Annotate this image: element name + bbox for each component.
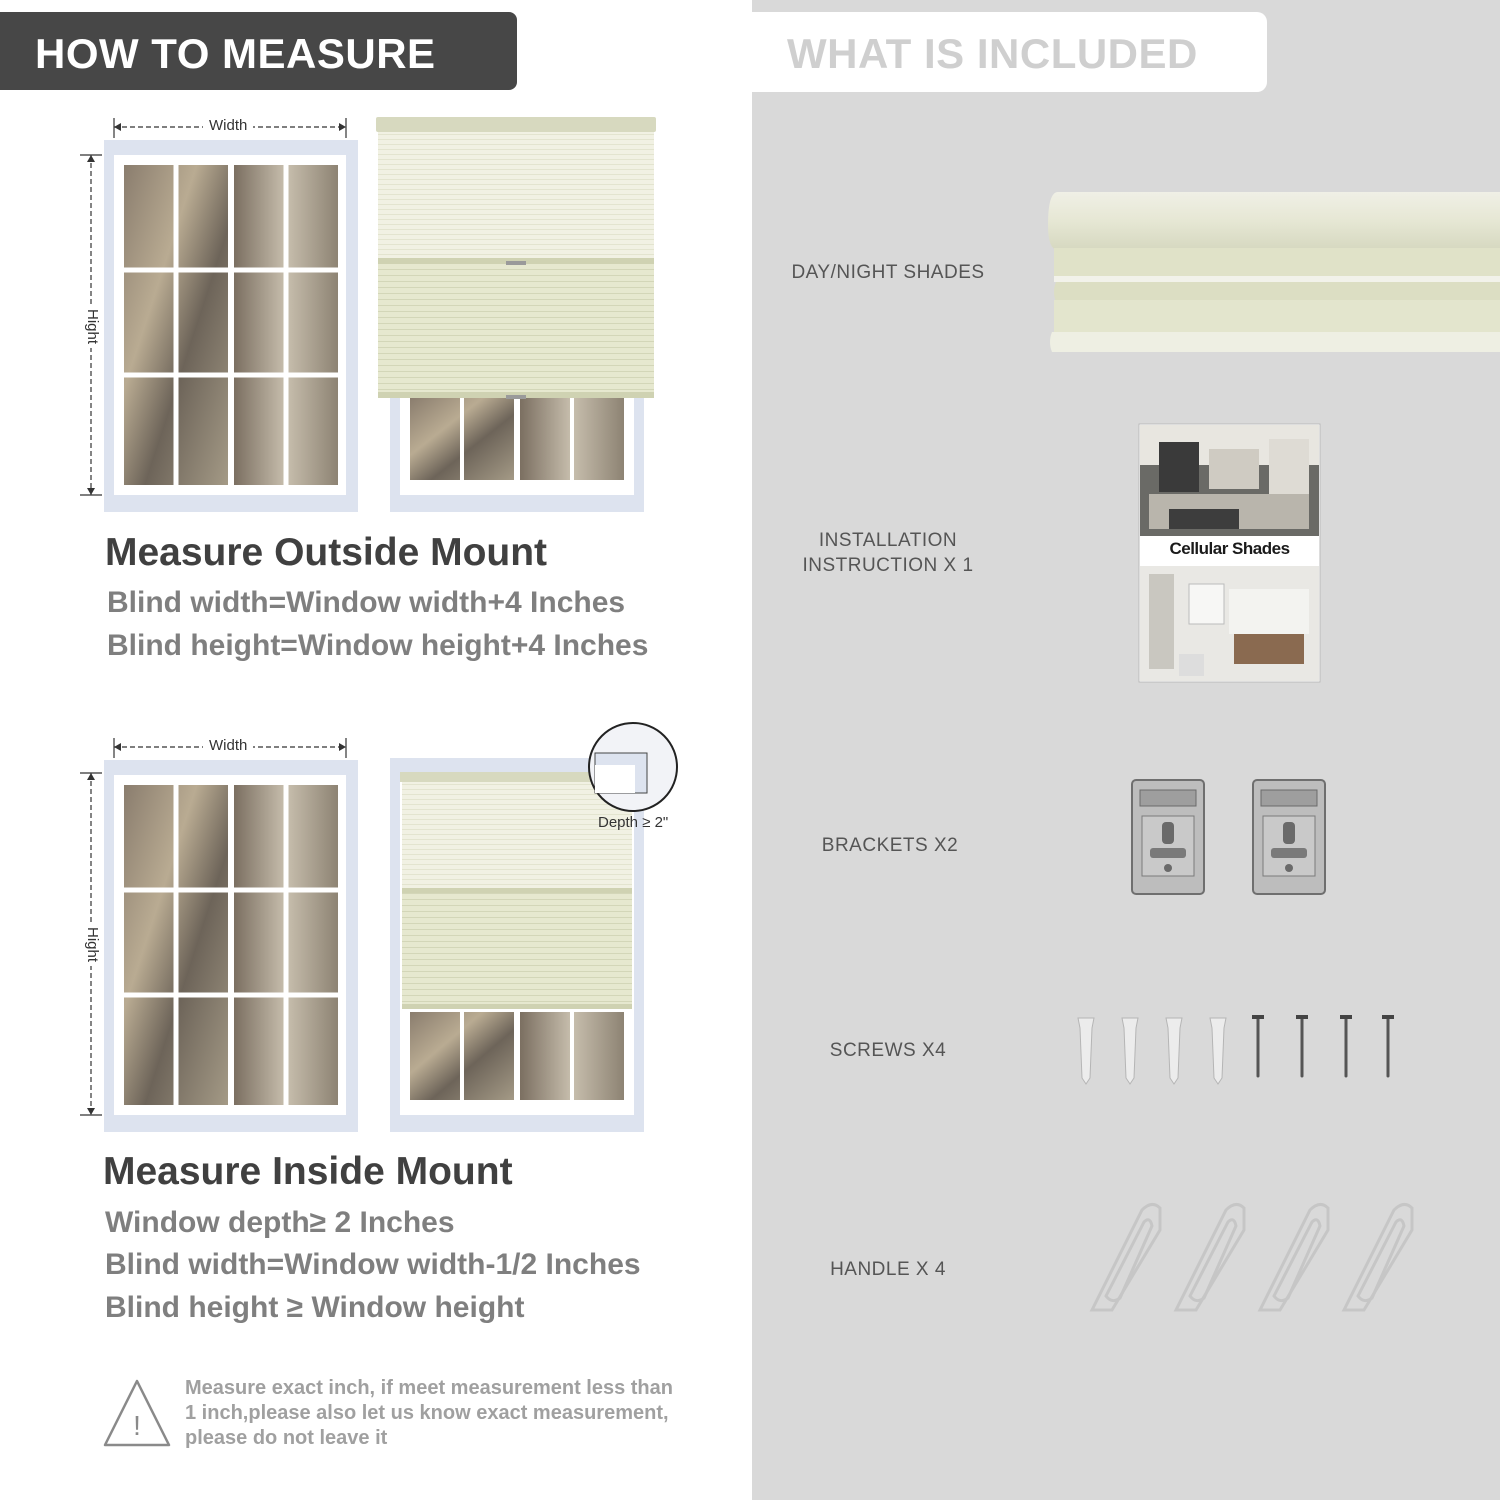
- booklet-caption: Cellular Shades: [1140, 536, 1319, 566]
- shade-headrail-image: [1048, 190, 1500, 355]
- outside-mount-line-1: Blind width=Window width+4 Inches: [107, 586, 626, 619]
- outside-mount-line-2: Blind height=Window height+4 Inches: [107, 629, 649, 662]
- inside-window-photo: [104, 760, 358, 1132]
- item-label-handles: HANDLE X 4: [830, 1259, 946, 1280]
- bracket-image-1: [1128, 776, 1208, 898]
- svg-text:!: !: [133, 1410, 141, 1441]
- item-label-shades: DAY/NIGHT SHADES: [791, 262, 985, 283]
- outside-width-label: Width: [203, 117, 253, 134]
- item-label-instruction: INSTALLATION INSTRUCTION X 1: [802, 530, 974, 576]
- depth-label: Depth ≥ 2": [598, 814, 669, 831]
- what-is-included-header: [752, 12, 1267, 92]
- handles-image: [1072, 1200, 1432, 1315]
- bracket-image-2: [1249, 776, 1329, 898]
- inside-height-label: Hight: [84, 923, 101, 966]
- inside-mount-line-2: Blind width=Window width-1/2 Inches: [105, 1248, 641, 1281]
- inside-shade-photo: [390, 723, 677, 1132]
- item-label-screws: SCREWS X4: [829, 1040, 947, 1061]
- what-is-included-title: WHAT IS INCLUDED: [787, 30, 1198, 77]
- outside-shade-photo: [376, 117, 656, 512]
- inside-width-label: Width: [203, 737, 253, 754]
- outside-height-label: Hight: [84, 305, 101, 348]
- inside-mount-title: Measure Inside Mount: [103, 1150, 513, 1193]
- how-to-measure-title: HOW TO MEASURE: [35, 30, 436, 77]
- item-label-brackets: BRACKETS X2: [821, 835, 959, 856]
- outside-mount-title: Measure Outside Mount: [105, 531, 548, 574]
- outside-mount-diagram: [0, 0, 752, 520]
- inside-mount-line-3: Blind height ≥ Window height: [105, 1291, 525, 1324]
- inside-mount-line-1: Window depth≥ 2 Inches: [105, 1206, 455, 1239]
- screws-image: [1068, 1012, 1408, 1092]
- outside-window-photo: [104, 140, 358, 512]
- warning-icon: [102, 1378, 172, 1448]
- measurement-note: Measure exact inch, if meet measurement less than 1 inch,please also let us know exact measurement, please do not leave it: [185, 1377, 673, 1449]
- inside-mount-diagram: [0, 720, 752, 1140]
